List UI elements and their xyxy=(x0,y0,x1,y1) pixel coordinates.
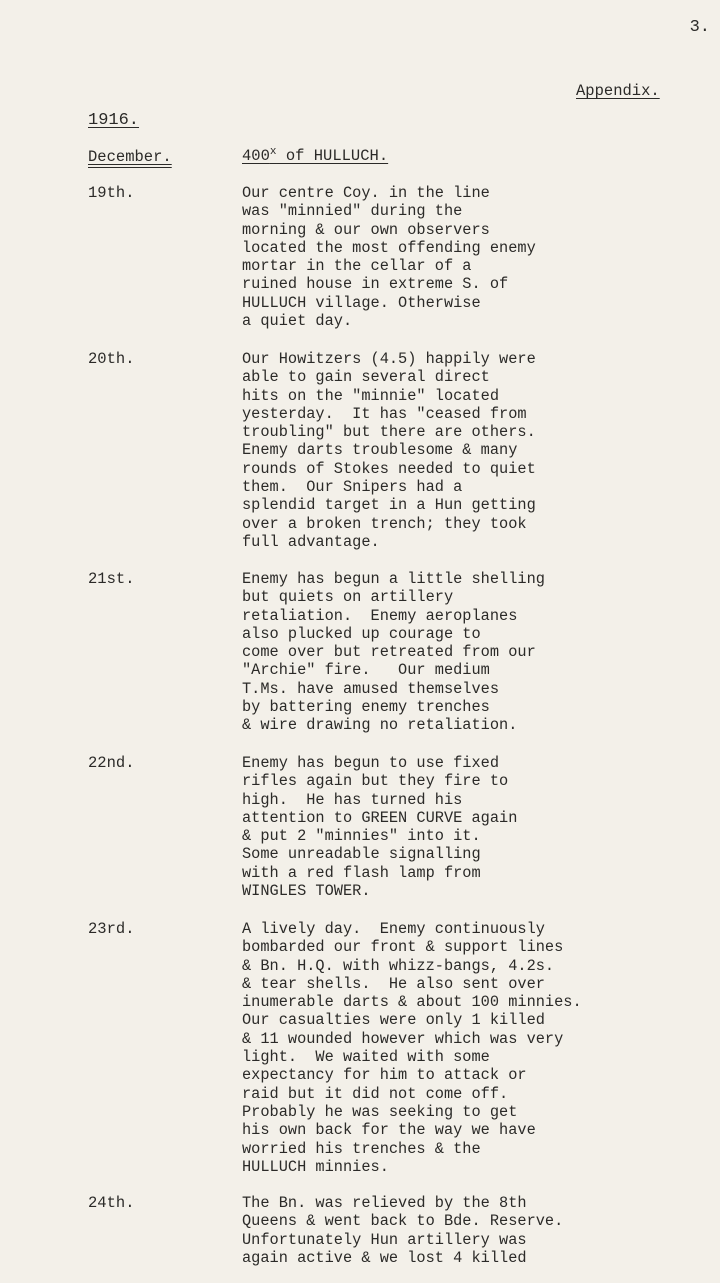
location-prefix: 400 xyxy=(242,147,270,165)
appendix-heading: Appendix. xyxy=(576,82,660,100)
page-number: 3. xyxy=(689,18,710,37)
entry-date: 20th. xyxy=(88,350,135,368)
year-heading: 1916. xyxy=(88,111,140,130)
entry-date: 19th. xyxy=(88,184,135,202)
entry-text: The Bn. was relieved by the 8th Queens & went back to Bde. Reserve. Unfortunately Hun artillery was again active & we lost 4 killed xyxy=(242,1194,564,1267)
entry-text: Our Howitzers (4.5) happily were able to gain several direct hits on the "minnie" located yesterday. It has "ceased from troubling" but there are others. Enemy darts troublesome & many rounds of Stokes needed to quiet them. Our Snipers had a splendid target in a Hun getting over a broken trench; they took full advantage. xyxy=(242,350,536,551)
entry-text: Our centre Coy. in the line was "minnied" during the morning & our own observers located the most offending enemy mortar in the cellar of a ruined house in extreme S. of HULLUCH village. Otherwise a quiet day. xyxy=(242,184,536,331)
entry-text: Enemy has begun to use fixed rifles again but they fire to high. He has turned his attention to GREEN CURVE again & put 2 "minnies" into it. Some unreadable signalling with a red flash lamp from WINGLES TOWER. xyxy=(242,754,518,901)
location-superscript: x xyxy=(269,146,277,158)
entry-date: 24th. xyxy=(88,1194,135,1212)
location-heading xyxy=(242,146,388,165)
entry-date: 21st. xyxy=(88,570,135,588)
entry-text: Enemy has begun a little shelling but quiets on artillery retaliation. Enemy aeroplanes also plucked up courage to come over but retreated from our "Archie" fire. Our medium T.Ms. have amused themselves by battering enemy trenches & wire drawing no retaliation. xyxy=(242,570,545,735)
entry-text: A lively day. Enemy continuously bombarded our front & support lines & Bn. H.Q. with whizz-bangs, 4.2s. & tear shells. He also sent over inumerable darts & about 100 minnies. Our casualties were only 1 killed & 11 wounded however which was very light. We waited with some expectancy for him to attack or raid but it did not come off. Probably he was seeking to get his own back for the way we have worried his trenches & the HULLUCH minnies. xyxy=(242,920,582,1176)
entry-date: 22nd. xyxy=(88,754,135,772)
location-suffix: of HULLUCH. xyxy=(276,147,389,165)
entry-date: 23rd. xyxy=(88,920,135,938)
month-heading: December. xyxy=(88,148,172,166)
